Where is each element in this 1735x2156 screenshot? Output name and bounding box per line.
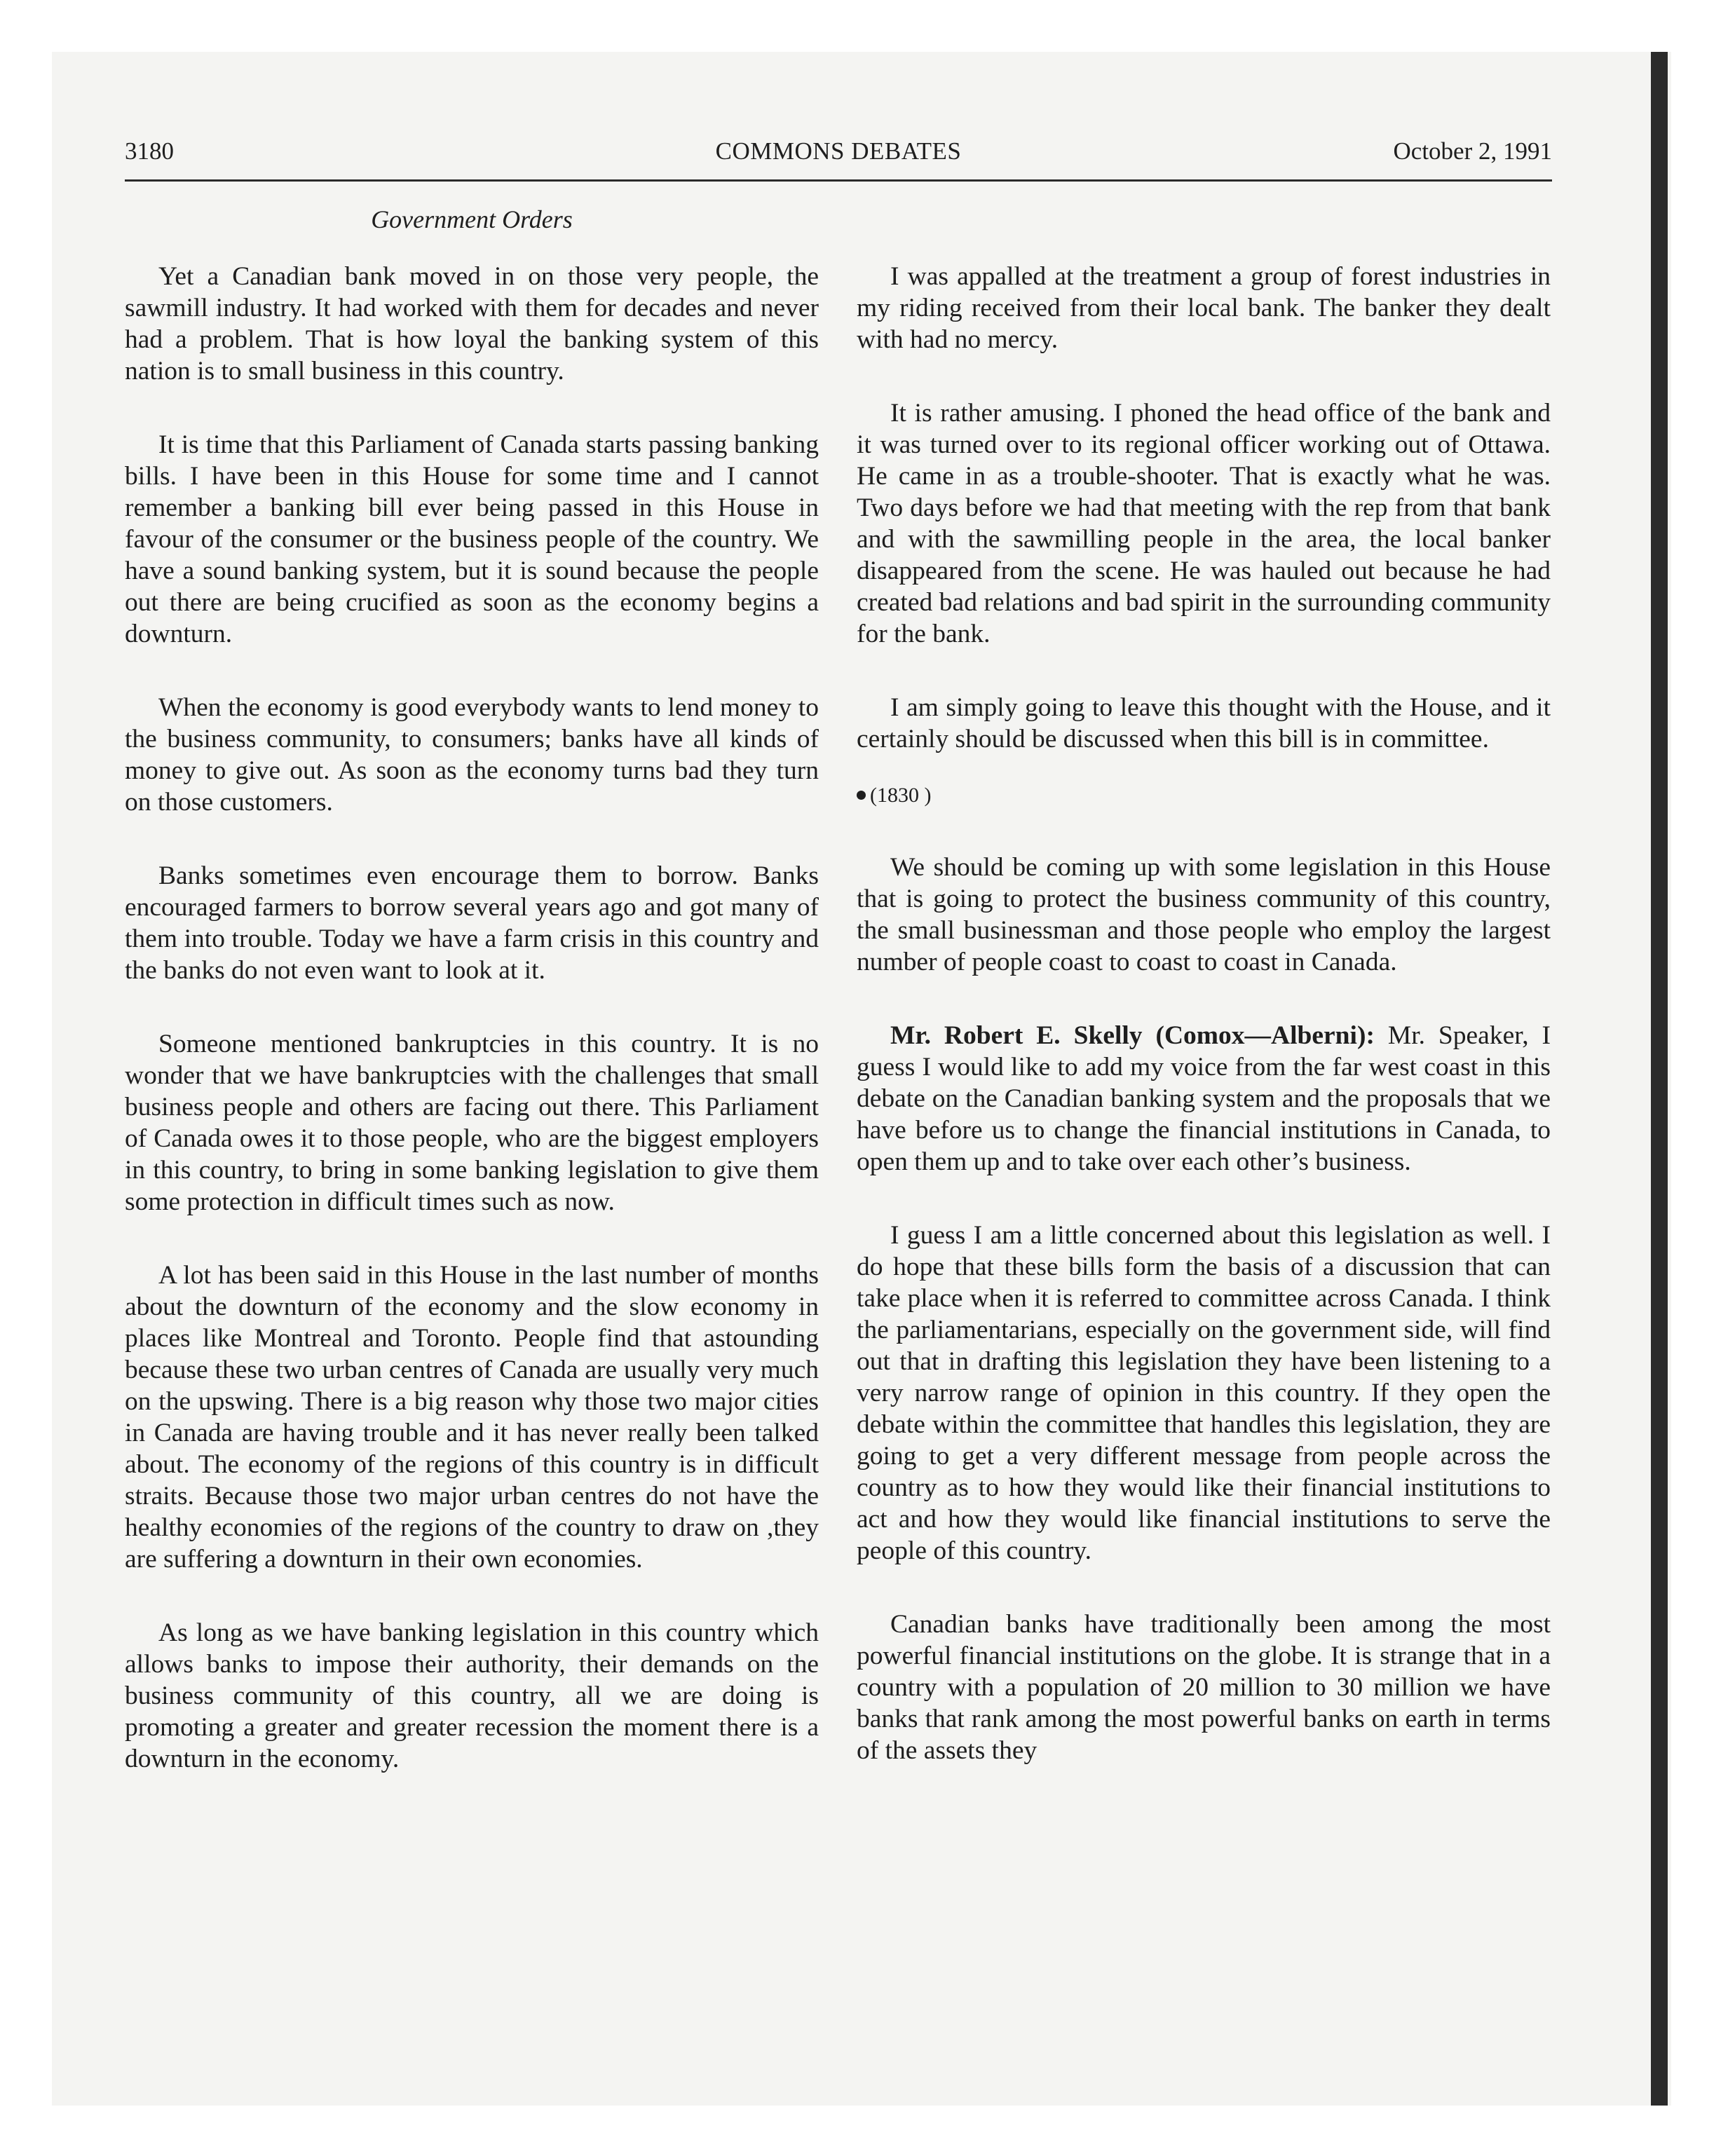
section-title: Government Orders [371,205,573,233]
paragraph: We should be coming up with some legislation in this House that is going to protect the business community of this country, the small businessman and those people who employ the largest number of people coast to coast to coast in Canada. [857,853,1551,976]
right-column [857,261,1551,1808]
paragraph: When the economy is good everybody wants to lend money to the business community, to consumers; banks have all kinds of money to give out. As soon as the economy turns bad they turn on those customers. [125,693,819,817]
publication-title: COMMONS DEBATES [715,137,962,165]
scan-edge-shadow [1651,52,1668,2106]
speaker-text: Mr. Speaker, I guess I would like to add my voice from the far west coast in this debate on the Canadian banking system and the proposals that we have before us to change the financial institutions in Canada, to open them up and to take over each other’s business. [857,1021,1551,1176]
time-marker [857,783,1551,808]
publication-date: October 2, 1991 [1393,137,1552,165]
paragraph: As long as we have banking legislation in this country which allows banks to impose their authority, their demands on the business community of this country, all we are doing is promoting a greater and greater recession the moment there is a downturn in the economy. [125,1618,819,1773]
paragraph: It is time that this Parliament of Canada starts passing banking bills. I have been in this House for some time and I cannot remember a banking bill ever being passed in this House in favour of the consumer or the business people of the country. We have a sound banking system, but it is sound because the people out there are being crucified as soon as the economy begins a downturn. [125,430,819,648]
paragraph: Yet a Canadian bank moved in on those very people, the sawmill industry. It had worked with them for decades and never had a problem. That is how loyal the banking system of this nation is to small business in this country. [125,262,819,386]
paragraph: I guess I am a little concerned about this legislation as well. I do hope that these bills form the basis of a discussion that can take place when it is referred to committee across Canada. I think the parliamentarians, especially on the government side, will find out that in drafting this legislation they have been listening to a very narrow range of opinion in this country. If they open the debate within the committee that handles this legislation, they are going to get a very different message from people across the country as to how they would like their financial institutions to act and how they would like financial institutions to serve the people of this country. [857,1221,1551,1565]
speaker-name: Mr. Robert E. Skelly (Comox—Alberni): [890,1021,1375,1050]
paragraph: I was appalled at the treatment a group of forest industries in my riding received from their local bank. The banker they dealt with had no mercy. [857,262,1551,354]
paragraph: It is rather amusing. I phoned the head office of the bank and it was turned over to its regional officer working out of Ottawa. He came in as a trouble-shooter. That is exactly what he was. Two days before we had that meeting with the rep from that bank and with the sawmilling people in the area, the local banker disappeared from the scene. He was hauled out because he had created bad relations and bad spirit in the surrounding community for the bank. [857,399,1551,648]
time-marker-text: (1830 ) [870,784,932,807]
paragraph: A lot has been said in this House in the last number of months about the downturn of the economy and the slow economy in places like Montreal and Toronto. People find that astounding because these two urban centres of Canada are usually very much on the upswing. There is a big reason why those two major cities in Canada are having trouble and it has never really been talked about. The economy of the regions of this country is in difficult straits. Because those two major urban centres do not have the healthy economies of the regions of the country to draw on ,they are suffering a downturn in their own economies. [125,1261,819,1574]
speaker-paragraph [857,1020,1551,1178]
paragraph: Banks sometimes even encourage them to borrow. Banks encouraged farmers to borrow several years ago and got many of them into trouble. Today we have a farm crisis in this country and the banks do not even want to look at it. [125,861,819,985]
document-page [125,133,1552,2068]
paragraph: Canadian banks have traditionally been among the most powerful financial institutions on the globe. It is strange that in a country with a population of 20 million to 30 million we have banks that rank among the most powerful banks on earth in terms of the assets they [857,1610,1551,1765]
bullet-dot-icon [857,791,866,800]
paragraph: Someone mentioned bankruptcies in this country. It is no wonder that we have bankruptcies with the challenges that small business people and others are facing out there. This Parliament of Canada owes it to those people, who are the biggest employers in this country, to bring in some banking legislation to give them some protection in difficult times such as now. [125,1030,819,1216]
paragraph: I am simply going to leave this thought with the House, and it certainly should be discussed when this bill is in committee. [857,693,1551,753]
running-header [125,133,1552,182]
left-column [125,261,819,1817]
page-number: 3180 [125,137,174,165]
